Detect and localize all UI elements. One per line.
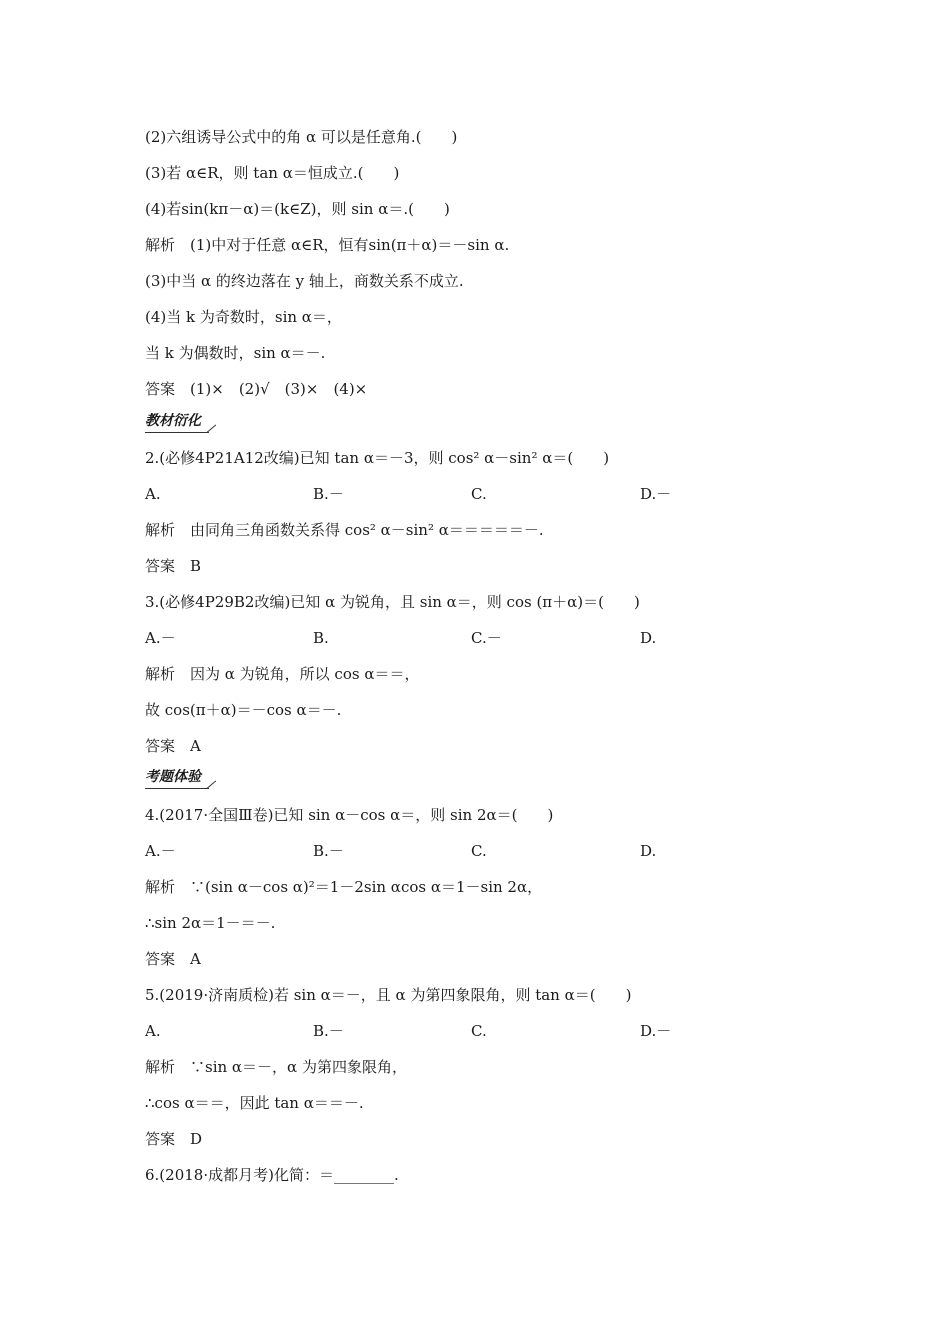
q3-option-b: B. [313,629,329,647]
q3-solution: 解析 因为 α 为锐角，所以 cos α＝＝， [145,665,420,683]
q3-option-a: A.－ [145,629,176,647]
q4-solution: 解析 ∵(sin α－cos α)²＝1－2sin αcos α＝1－sin 2α， [145,878,543,896]
q4-option-b: B.－ [313,842,344,860]
heading-underline-decoration [145,786,221,790]
answer-line: 答案 (1)× (2)√ (3)× (4)× [145,380,368,398]
q5-option-c: C. [471,1022,487,1040]
q5-option-a: A. [145,1022,161,1040]
q4-option-a: A.－ [145,842,176,860]
q5-option-b: B.－ [313,1022,344,1040]
solution-line: (3)中当 α 的终边落在 y 轴上，商数关系不成立. [145,272,464,290]
q2-solution: 解析 由同角三角函数关系得 cos² α－sin² α＝＝＝＝＝－. [145,521,544,539]
q2-option-d: D.－ [640,485,672,503]
q3-option-c: C.－ [471,629,502,647]
section-heading-label: 教材衍化 [145,413,201,429]
judge-item-3: (3)若 α∈R，则 tan α＝恒成立.( ) [145,164,400,182]
q4-option-d: D. [640,842,657,860]
heading-underline-decoration [145,430,221,434]
question-4: 4.(2017·全国Ⅲ卷)已知 sin α－cos α＝，则 sin 2α＝( ) [145,806,554,824]
q5-option-d: D.－ [640,1022,672,1040]
q2-option-c: C. [471,485,487,503]
judge-item-2: (2)六组诱导公式中的角 α 可以是任意角.( ) [145,128,458,146]
section-heading-textbook [145,412,201,430]
question-6: 6.(2018·成都月考)化简：＝________. [145,1166,399,1184]
question-2: 2.(必修4P21A12改编)已知 tan α＝－3，则 cos² α－sin² α＝( ) [145,449,610,467]
q3-answer: 答案 A [145,737,201,755]
q5-solution: 解析 ∵sin α＝－，α 为第四象限角， [145,1058,407,1076]
q3-solution: 故 cos(π＋α)＝－cos α＝－. [145,701,342,719]
solution-line: 当 k 为偶数时，sin α＝－. [145,344,326,362]
q2-option-a: A. [145,485,161,503]
solution-line: 解析 (1)中对于任意 α∈R，恒有sin(π＋α)＝－sin α. [145,236,510,254]
q4-option-c: C. [471,842,487,860]
q4-solution: ∴sin 2α＝1－＝－. [145,914,276,932]
judge-item-4: (4)若sin(kπ－α)＝(k∈Z)，则 sin α＝.( ) [145,200,450,218]
q2-answer: 答案 B [145,557,202,575]
question-5: 5.(2019·济南质检)若 sin α＝－，且 α 为第四象限角，则 tan α＝( ) [145,986,632,1004]
solution-line: (4)当 k 为奇数时，sin α＝， [145,308,342,326]
question-3: 3.(必修4P29B2改编)已知 α 为锐角，且 sin α＝，则 cos (π＋α)＝( ) [145,593,640,611]
section-heading-exam [145,768,201,786]
q2-option-b: B.－ [313,485,344,503]
q4-answer: 答案 A [145,950,201,968]
q5-answer: 答案 D [145,1130,203,1148]
q3-option-d: D. [640,629,657,647]
section-heading-label: 考题体验 [145,769,201,785]
q5-solution: ∴cos α＝＝，因此 tan α＝＝－. [145,1094,364,1112]
